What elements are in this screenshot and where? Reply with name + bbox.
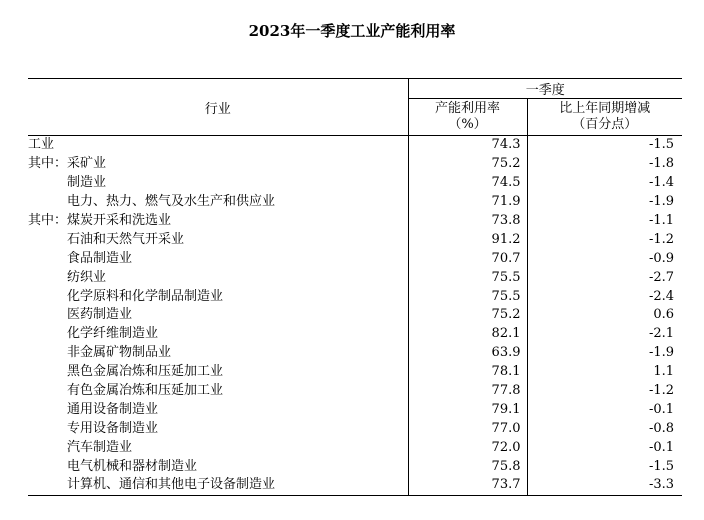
- utilization-rate: 73.7: [408, 476, 527, 495]
- utilization-rate: 75.2: [408, 306, 527, 325]
- table-row: [28, 344, 682, 363]
- header-rate: [408, 99, 527, 136]
- industry-name: 其中：采矿业: [28, 156, 107, 172]
- header-change-line2: （百分点）: [572, 117, 638, 132]
- yoy-change: -1.5: [527, 457, 682, 476]
- industry-name: 食品制造业: [28, 250, 133, 266]
- header-period: 一季度: [408, 79, 682, 99]
- header-row-top: [28, 79, 682, 99]
- industry-name: 计算机、通信和其他电子设备制造业: [28, 476, 408, 495]
- yoy-change: -3.3: [527, 476, 682, 495]
- yoy-change: 1.1: [527, 363, 682, 382]
- table-row: [28, 230, 682, 249]
- utilization-rate: 78.1: [408, 363, 527, 382]
- header-rate-line2: （%）: [448, 117, 487, 132]
- utilization-rate: 75.5: [408, 287, 527, 306]
- yoy-change: -0.1: [527, 400, 682, 419]
- industry-name: 专用设备制造业: [28, 420, 159, 436]
- table-row: [28, 212, 682, 231]
- yoy-change: -1.9: [527, 193, 682, 212]
- industry-name: 电力、热力、燃气及水生产和供应业: [28, 194, 276, 210]
- table-row: [28, 306, 682, 325]
- yoy-change: -1.8: [527, 155, 682, 174]
- industry-name: 纺织业: [28, 269, 107, 285]
- table-row: [28, 419, 682, 438]
- utilization-rate: 63.9: [408, 344, 527, 363]
- utilization-rate: 70.7: [408, 249, 527, 268]
- industry-name: 其中：煤炭开采和洗选业: [28, 213, 172, 228]
- industry-name: 工业: [28, 137, 55, 153]
- utilization-rate: 74.3: [408, 136, 527, 155]
- yoy-change: -0.9: [527, 249, 682, 268]
- page-title: 2023年一季度工业产能利用率: [248, 22, 456, 40]
- header-rate-line1: 产能利用率: [434, 101, 500, 116]
- header-change-line1: 比上年同期增减: [559, 101, 651, 116]
- yoy-change: -1.2: [527, 230, 682, 249]
- industry-name: 有色金属冶炼和压延加工业: [28, 383, 224, 399]
- header-industry: 行业: [28, 79, 408, 136]
- table-row: [28, 174, 682, 193]
- yoy-change: -1.2: [527, 382, 682, 401]
- yoy-change: -1.9: [527, 344, 682, 363]
- utilization-rate: 77.0: [408, 419, 527, 438]
- table-row: [28, 155, 682, 174]
- yoy-change: -1.4: [527, 174, 682, 193]
- industry-name: 石油和天然气开采业: [28, 231, 185, 247]
- table-row: [28, 193, 682, 212]
- industry-name: 电气机械和器材制造业: [28, 458, 198, 474]
- industry-name: 非金属矿物制品业: [28, 345, 172, 361]
- yoy-change: -0.8: [527, 419, 682, 438]
- utilization-rate: 91.2: [408, 230, 527, 249]
- industry-name: 通用设备制造业: [28, 401, 159, 417]
- utilization-rate: 77.8: [408, 382, 527, 401]
- industry-name: 汽车制造业: [28, 439, 133, 455]
- capacity-utilization-table: [28, 78, 682, 496]
- utilization-rate: 74.5: [408, 174, 527, 193]
- table-row: [28, 382, 682, 401]
- utilization-rate: 72.0: [408, 438, 527, 457]
- industry-name: 化学原料和化学制品制造业: [28, 288, 224, 304]
- table-row: [28, 457, 682, 476]
- table-row: [28, 400, 682, 419]
- industry-name: 医药制造业: [28, 307, 133, 323]
- table-row: [28, 438, 682, 457]
- yoy-change: -2.1: [527, 325, 682, 344]
- table-row: [28, 268, 682, 287]
- yoy-change: -0.1: [527, 438, 682, 457]
- utilization-rate: 73.8: [408, 212, 527, 231]
- yoy-change: -1.5: [527, 136, 682, 155]
- table-row: [28, 363, 682, 382]
- table-row: [28, 325, 682, 344]
- utilization-rate: 82.1: [408, 325, 527, 344]
- table-row: [28, 476, 682, 495]
- header-change: [527, 99, 682, 136]
- yoy-change: -1.1: [527, 212, 682, 231]
- industry-name: 化学纤维制造业: [28, 326, 159, 342]
- utilization-rate: 79.1: [408, 400, 527, 419]
- utilization-rate: 75.2: [408, 155, 527, 174]
- utilization-rate: 75.8: [408, 457, 527, 476]
- yoy-change: -2.7: [527, 268, 682, 287]
- yoy-change: 0.6: [527, 306, 682, 325]
- industry-name: 制造业: [28, 175, 107, 191]
- utilization-rate: 71.9: [408, 193, 527, 212]
- table-row: [28, 249, 682, 268]
- table-row: [28, 287, 682, 306]
- table-row: [28, 136, 682, 155]
- yoy-change: -2.4: [527, 287, 682, 306]
- industry-name: 黑色金属冶炼和压延加工业: [28, 364, 224, 380]
- utilization-rate: 75.5: [408, 268, 527, 287]
